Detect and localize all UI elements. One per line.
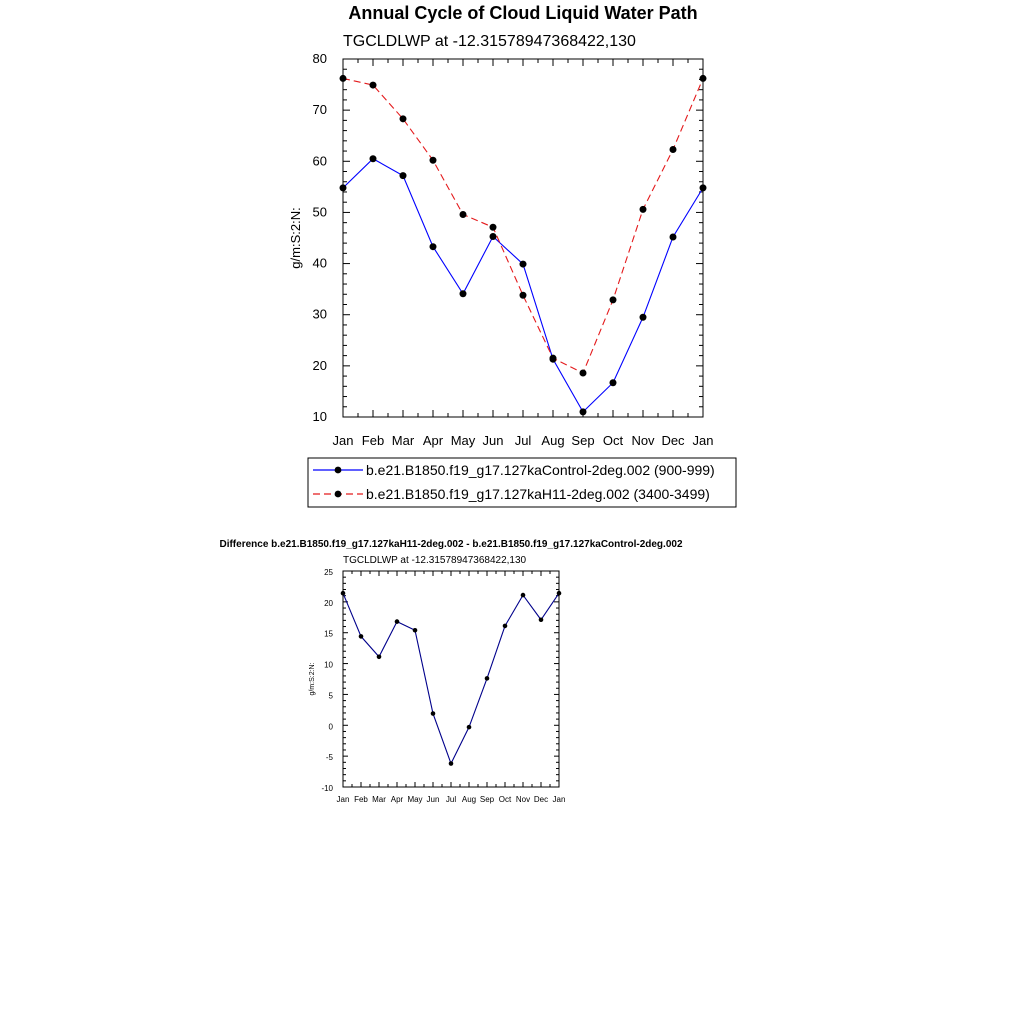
diff-y-tick-label: 10	[324, 660, 333, 670]
diff-x-tick-label: Sep	[479, 795, 495, 804]
diff-series-line-0	[343, 593, 559, 763]
main-series-1-point	[490, 224, 497, 231]
main-series-0-point	[700, 184, 707, 191]
main-x-tick-label: May	[450, 433, 476, 448]
diff-series-0-point	[449, 761, 454, 766]
diff-series-0-point	[467, 725, 472, 730]
diff-x-tick-label: Apr	[390, 795, 404, 804]
main-series-1-point	[580, 370, 587, 377]
difference-chart	[219, 539, 682, 804]
diff-x-tick-label: Jun	[426, 795, 440, 804]
main-x-tick-label: Apr	[422, 433, 444, 448]
main-series-0-point	[640, 314, 647, 321]
diff-series-0-point	[557, 591, 562, 596]
main-legend	[308, 458, 736, 507]
main-y-tick-label: 20	[312, 357, 327, 373]
main-y-tick-label: 70	[312, 102, 327, 118]
diff-y-tick-label: 15	[324, 629, 333, 639]
main-chart-title: Annual Cycle of Cloud Liquid Water Path	[348, 3, 698, 23]
diff-y-tick-label: 25	[324, 568, 333, 577]
legend-marker-control	[335, 467, 342, 474]
main-x-tick-label: Nov	[631, 433, 655, 448]
main-series-0-point	[400, 172, 407, 179]
diff-series-0-point	[485, 676, 490, 681]
main-series-0-point	[580, 408, 587, 415]
main-x-tick-label: Dec	[661, 433, 685, 448]
diff-plot-frame	[343, 571, 559, 787]
main-y-tick-label: 10	[312, 409, 327, 424]
diff-y-tick-label: 0	[328, 722, 333, 732]
diff-series-0-point	[395, 619, 400, 624]
diff-x-tick-label: Jan	[336, 795, 350, 804]
diff-series-0-point	[521, 593, 526, 598]
diff-x-tick-label: Jan	[552, 795, 566, 804]
difference-y-axis-label: g/m:S:2:N:	[309, 662, 316, 696]
main-y-tick-label: 40	[312, 255, 327, 271]
main-x-tick-label: Jul	[514, 433, 532, 448]
main-series-0-point	[610, 379, 617, 386]
main-y-tick-label: 30	[312, 306, 327, 322]
diff-series-0-point	[359, 634, 364, 639]
main-x-tick-label: Jan	[332, 433, 354, 448]
main-x-tick-label: Oct	[602, 433, 624, 448]
diff-series-0-point	[413, 628, 418, 633]
diff-series-0-point	[431, 711, 436, 716]
main-series-1-point	[670, 146, 677, 153]
diff-y-tick-label: 5	[328, 691, 333, 701]
main-series-0-point	[370, 155, 377, 162]
main-x-tick-label: Jan	[692, 433, 714, 448]
diff-series-0-point	[503, 624, 508, 629]
diff-x-tick-label: Dec	[533, 795, 549, 804]
main-series-0-point	[490, 233, 497, 240]
diff-series-0-point	[341, 591, 346, 596]
main-series-1-point	[370, 82, 377, 89]
main-x-tick-label: Sep	[571, 433, 595, 448]
main-series-1-point	[610, 296, 617, 303]
main-series-1-point	[700, 75, 707, 82]
main-series-1-point	[640, 206, 647, 213]
diff-x-tick-label: Nov	[515, 795, 531, 804]
main-x-tick-label: Jun	[482, 433, 504, 448]
main-series-line-1	[343, 78, 703, 373]
diff-y-tick-label: 20	[324, 598, 333, 608]
main-series-0-point	[340, 184, 347, 191]
difference-chart-title: Difference b.e21.B1850.f19_g17.127kaH11-2deg.002 - b.e21.B1850.f19_g17.127kaControl-2deg.002	[219, 539, 683, 550]
main-y-tick-label: 80	[312, 51, 327, 66]
legend-marker-h11	[335, 491, 342, 498]
legend-label-h11: b.e21.B1850.f19_g17.127kaH11-2deg.002 (3400-3499)	[366, 486, 710, 502]
main-x-tick-label: Feb	[361, 433, 385, 448]
main-chart-subtitle: TGCLDLWP at -12.31578947368422,130	[343, 33, 636, 50]
main-series-1-point	[520, 292, 527, 299]
diff-series-0-point	[377, 654, 382, 659]
diff-x-tick-label: Jul	[445, 795, 457, 804]
diff-series-0-point	[539, 617, 544, 622]
main-y-tick-label: 60	[312, 153, 327, 169]
main-series-1-point	[430, 157, 437, 164]
main-y-tick-label: 50	[312, 204, 327, 220]
diff-x-tick-label: Feb	[354, 795, 368, 804]
diff-x-tick-label: Aug	[461, 795, 477, 804]
legend-label-control: b.e21.B1850.f19_g17.127kaControl-2deg.002 (900-999)	[366, 462, 715, 478]
diff-x-tick-label: May	[407, 795, 423, 804]
main-series-1-point	[460, 211, 467, 218]
diff-y-tick-label: -10	[321, 784, 333, 793]
main-series-0-point	[670, 233, 677, 240]
main-chart	[288, 3, 736, 507]
main-series-1-point	[550, 355, 557, 362]
main-series-0-point	[520, 261, 527, 268]
diff-x-tick-label: Oct	[498, 795, 512, 804]
main-plot-area	[313, 51, 714, 448]
main-x-tick-label: Aug	[541, 433, 565, 448]
difference-plot-area	[321, 568, 565, 804]
main-y-axis-label: g/m:S:2:N:	[288, 207, 303, 269]
main-series-0-point	[430, 243, 437, 250]
difference-chart-subtitle: TGCLDLWP at -12.31578947368422,130	[343, 555, 527, 566]
main-x-tick-label: Mar	[391, 433, 415, 448]
diff-x-tick-label: Mar	[372, 795, 386, 804]
main-series-1-point	[340, 75, 347, 82]
main-series-0-point	[460, 290, 467, 297]
main-series-1-point	[400, 115, 407, 122]
diff-y-tick-label: -5	[325, 753, 333, 763]
